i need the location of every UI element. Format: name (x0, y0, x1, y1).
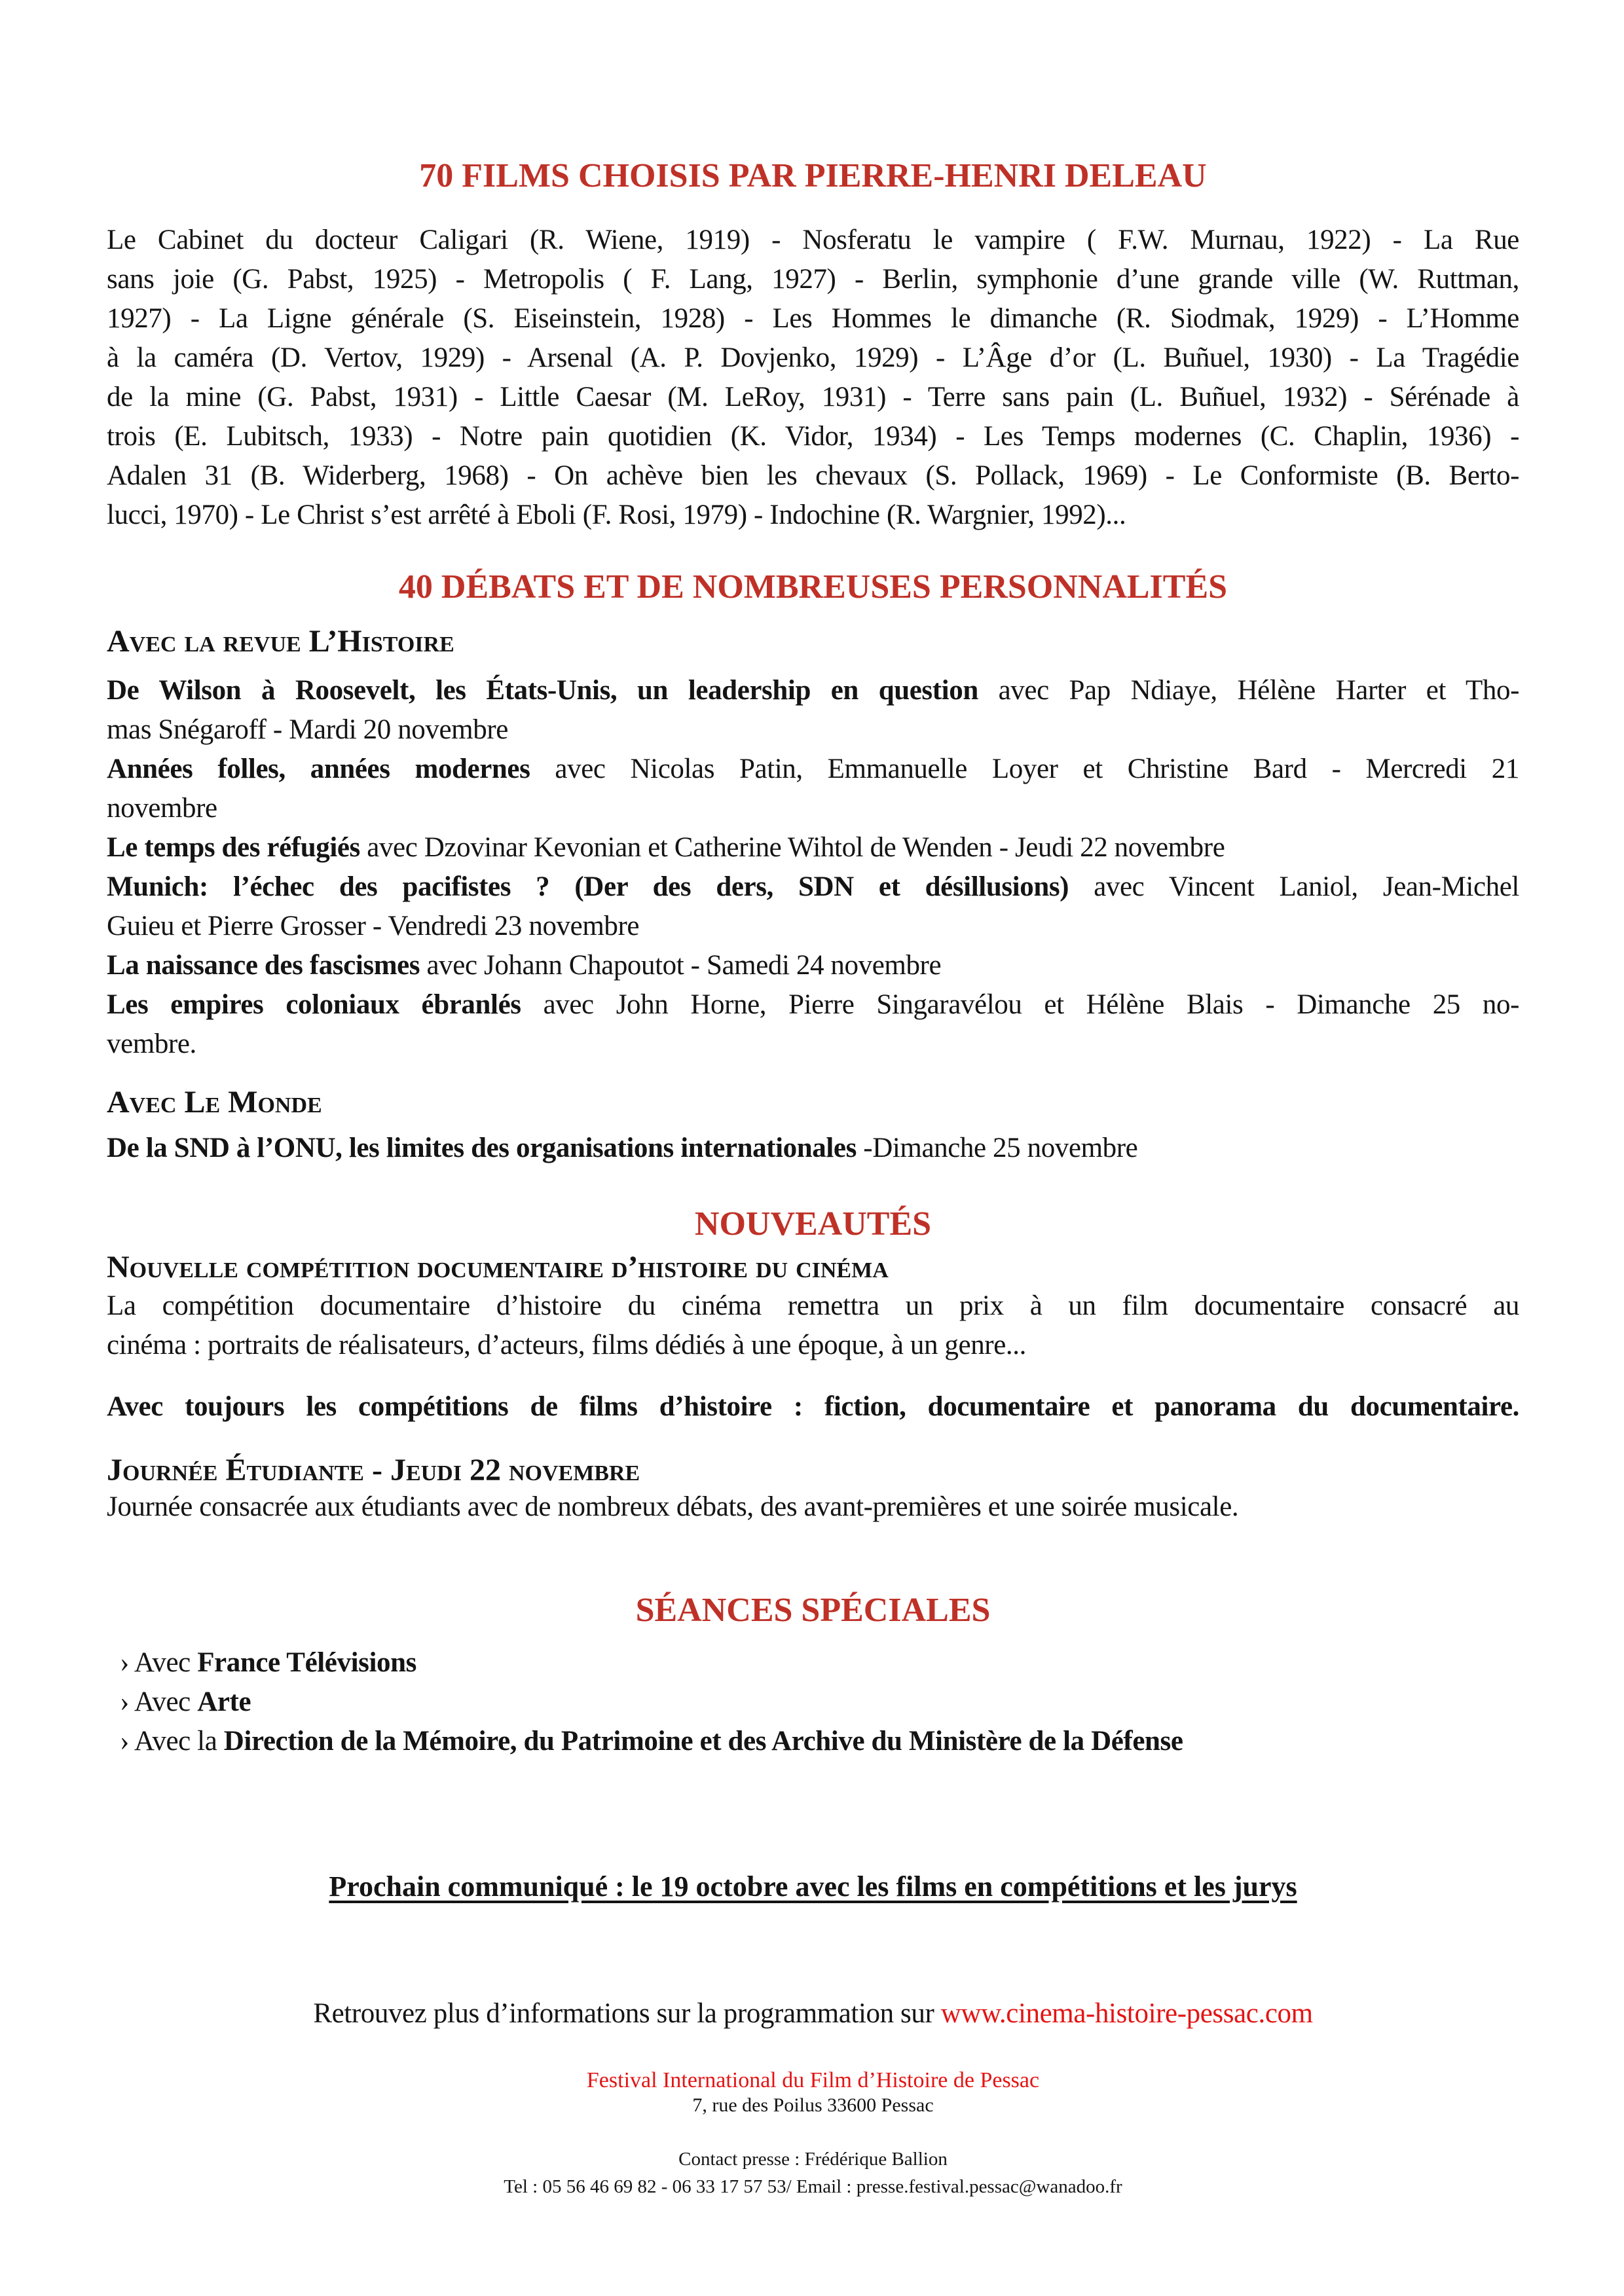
text-segment: avec Nicolas Patin, Emmanuelle Loyer et Christine Bard - Mercredi 21 (530, 754, 1519, 784)
text-segment: trois (E. Lubitsch, 1933) - Notre pain quotidien (K. Vidor, 1934) - Les Temps modernes (C. Chaplin, 1936) - (107, 421, 1519, 452)
text-line (107, 496, 1519, 535)
text-segment: avec Dzovinar Kevonian et Catherine Wihtol de Wenden - Jeudi 22 novembre (360, 832, 1225, 863)
text-line (107, 867, 1519, 907)
text-line (107, 221, 1519, 260)
text-line (107, 985, 1519, 1025)
text-line (120, 1683, 1519, 1722)
text-line (107, 417, 1519, 456)
text-segment: lucci, 1970) - Le Christ s’est arrêté à Eboli (F. Rosi, 1979) - Indochine (R. Wargnier, 1992)... (107, 500, 1126, 530)
text-segment: avec Pap Ndiaye, Hélène Harter et Tho- (978, 675, 1520, 706)
emphasized-text: France Télévisions (197, 1647, 416, 1678)
emphasized-text: La naissance des fascismes (107, 950, 420, 981)
section-heading-nouveautes: NOUVEAUTÉS (694, 1205, 932, 1243)
journee-paragraph (107, 1487, 1519, 1527)
text-line (107, 1994, 1519, 2033)
text-segment: avec John Horne, Pierre Singaravélou et Hélène Blais - Dimanche 25 no- (521, 989, 1519, 1020)
emphasized-text: Direction de la Mémoire, du Patrimoine et des Archive du Ministère de la Défense (223, 1726, 1183, 1757)
emphasized-text: De Wilson à Roosevelt, les États-Unis, un leadership en question (107, 675, 978, 706)
films-list-paragraph (107, 221, 1519, 535)
text-segment: Le Cabinet du docteur Caligari (R. Wiene, 1919) - Nosferatu le vampire ( F.W. Murnau, 1922) - La Rue (107, 225, 1519, 255)
seances-partners-list (120, 1643, 1519, 1761)
text-segment: sans joie (G. Pabst, 1925) - Metropolis ( F. Lang, 1927) - Berlin, symphonie d’une grande ville (W. Ruttman, (107, 264, 1519, 295)
subheading-avec-revue-histoire: Avec la revue L’Histoire (107, 624, 454, 659)
text-segment: à la caméra (D. Vertov, 1929) - Arsenal (A. P. Dovjenko, 1929) - L’Âge d’or (L. Buñuel, 1930) - La Tragédie (107, 342, 1519, 373)
text-line (107, 1286, 1519, 1326)
emphasized-text: De la SND à l’ONU, les limites des organisations internationales (107, 1133, 857, 1163)
section-heading-70-films: 70 FILMS CHOISIS PAR PIERRE-HENRI DELEAU (419, 157, 1207, 194)
text-line (107, 260, 1519, 299)
text-segment: de la mine (G. Pabst, 1931) - Little Caesar (M. LeRoy, 1931) - Terre sans pain (L. Buñuel, 1932) - Sérénade à (107, 382, 1519, 412)
text-line (107, 750, 1519, 789)
text-segment: › Avec (120, 1647, 198, 1678)
text-segment: Adalen 31 (B. Widerberg, 1968) - On achève bien les chevaux (S. Pollack, 1969) - Le Conformiste (B. Berto- (107, 460, 1519, 491)
le-monde-debate-line (107, 1129, 1519, 1168)
footer-festival-title: Festival International du Film d’Histoire de Pessac (586, 2068, 1040, 2092)
website-link[interactable]: www.cinema-histoire-pessac.com (940, 1998, 1313, 2029)
text-line (120, 1722, 1519, 1761)
text-line (107, 1326, 1519, 1365)
text-segment: cinéma : portraits de réalisateurs, d’acteurs, films dédiés à une époque, à un genre... (107, 1330, 1026, 1360)
text-segment: Retrouvez plus d’informations sur la programmation sur (313, 1998, 941, 2029)
text-line (107, 789, 1519, 828)
text-segment: mas Snégaroff - Mardi 20 novembre (107, 714, 508, 745)
text-segment: › Avec (120, 1686, 198, 1717)
text-line (107, 710, 1519, 750)
subheading-journee-etudiante: Journée Étudiante - Jeudi 22 novembre (107, 1453, 640, 1487)
section-heading-40-debats: 40 DÉBATS ET DE NOMBREUSES PERSONNALITÉS (398, 568, 1228, 606)
emphasized-text: Années folles, années modernes (107, 754, 530, 784)
competitions-toujours-line (107, 1387, 1519, 1427)
text-line (107, 378, 1519, 417)
text-line (107, 671, 1519, 710)
subheading-avec-le-monde: Avec Le Monde (107, 1085, 322, 1120)
footer-tel-email: Tel : 05 56 46 69 82 - 06 33 17 57 53/ Email : presse.festival.pessac@wanadoo.fr (504, 2176, 1122, 2197)
prochain-communique-line: Prochain communiqué : le 19 octobre avec les films en compétitions et les jurys (329, 1870, 1297, 1903)
text-line (107, 907, 1519, 946)
text-segment: avec Vincent Laniol, Jean-Michel (1069, 871, 1519, 902)
emphasized-text: Les empires coloniaux ébranlés (107, 989, 521, 1020)
competition-paragraph (107, 1286, 1519, 1365)
emphasized-text: Arte (197, 1686, 251, 1717)
text-line (107, 299, 1519, 338)
debates-list (107, 671, 1519, 1064)
text-segment: -Dimanche 25 novembre (856, 1133, 1138, 1163)
text-segment: Journée consacrée aux étudiants avec de nombreux débats, des avant-premières et une soirée musicale. (107, 1491, 1239, 1522)
text-segment: vembre. (107, 1029, 196, 1059)
text-line (107, 338, 1519, 378)
emphasized-text: Avec toujours les compétitions de films d’histoire : fiction, documentaire et panorama du documentaire. (107, 1391, 1519, 1422)
emphasized-text: Le temps des réfugiés (107, 832, 360, 863)
text-line (107, 828, 1519, 867)
text-line (107, 1025, 1519, 1064)
text-line (107, 1129, 1519, 1168)
more-infos-line (107, 1994, 1519, 2033)
footer-address: 7, rue des Poilus 33600 Pessac (692, 2094, 934, 2116)
text-segment: Guieu et Pierre Grosser - Vendredi 23 novembre (107, 911, 640, 941)
footer-press-contact: Contact presse : Frédérique Ballion (678, 2149, 948, 2170)
text-line (120, 1643, 1519, 1683)
text-segment: novembre (107, 793, 217, 824)
text-segment: › Avec la (120, 1726, 224, 1757)
subheading-nouvelle-competition: Nouvelle compétition documentaire d’histoire du cinéma (107, 1250, 889, 1285)
text-line (107, 1387, 1519, 1427)
text-line (107, 1487, 1519, 1527)
text-segment: 1927) - La Ligne générale (S. Eiseinstein, 1928) - Les Hommes le dimanche (R. Siodmak, 1929) - L’Homme (107, 303, 1519, 334)
section-heading-seances-speciales: SÉANCES SPÉCIALES (635, 1592, 991, 1629)
text-segment: avec Johann Chapoutot - Samedi 24 novembre (420, 950, 942, 981)
text-line (107, 456, 1519, 496)
text-segment: La compétition documentaire d’histoire du cinéma remettra un prix à un film documentaire consacré au (107, 1290, 1519, 1321)
text-line (107, 946, 1519, 985)
emphasized-text: Munich: l’échec des pacifistes ? (Der des ders, SDN et désillusions) (107, 871, 1069, 902)
